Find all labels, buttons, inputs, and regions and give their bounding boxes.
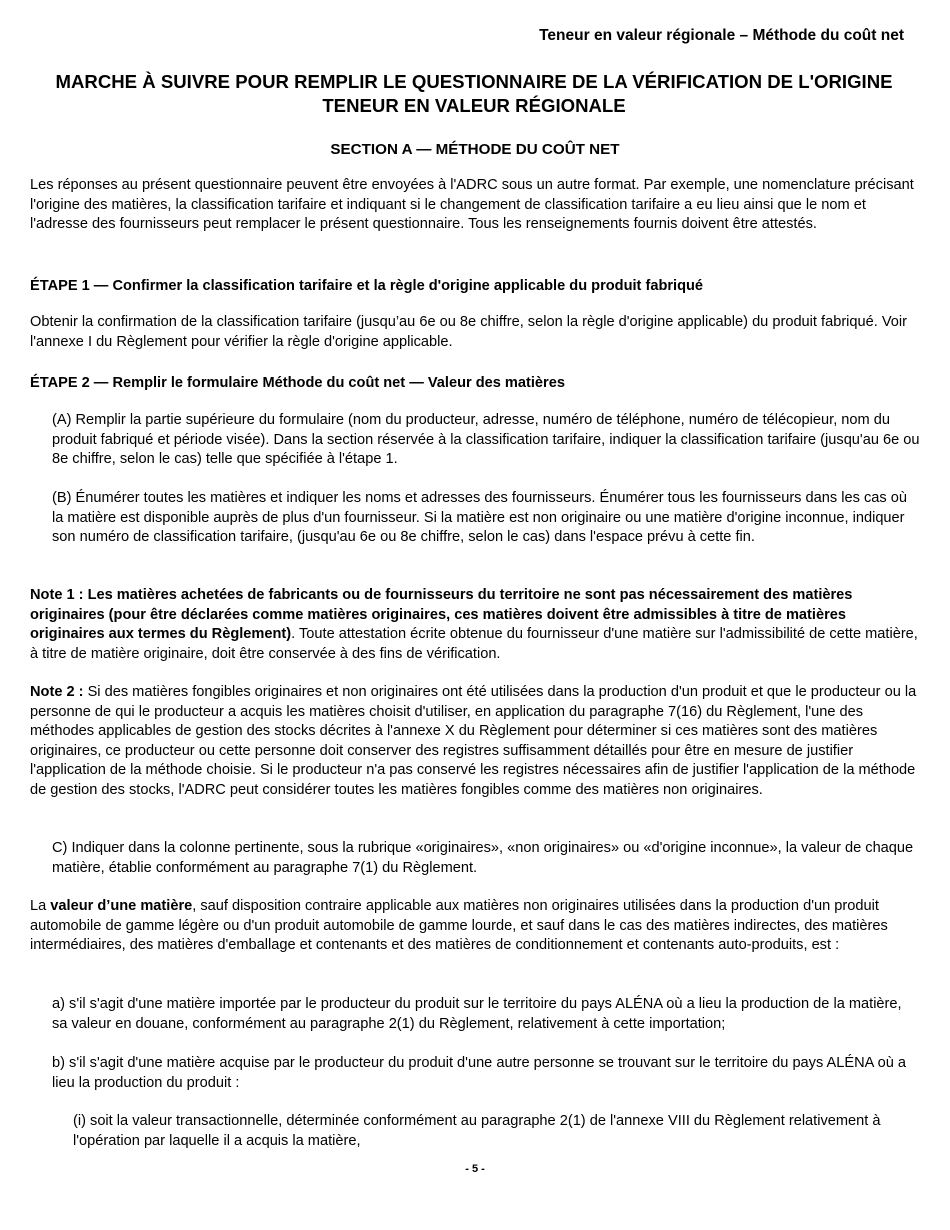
step1-text: Obtenir la confirmation de la classification tarifaire (jusqu’au 6e ou 8e chiffre, selon la règle d'origine applicable) du produit fabriqué. Voir l'annexe I du Règlement pour vérifier la règle d'origine applicable.	[30, 314, 908, 350]
page-number: - 5 -	[465, 1163, 485, 1175]
list-item-a: a) s'il s'agit d'une matière importée par le producteur du produit sur le territoire du pays ALÉNA où a lieu la production de la matière, sa valeur en douane, conformément au paragraphe 2(1) du Règlement, relativement à cette importation;	[52, 996, 902, 1032]
title-line-1: MARCHE À SUIVRE POUR REMPLIR LE QUESTIONNAIRE DE LA VÉRIFICATION DE L'ORIGINE	[55, 71, 893, 92]
note-1-bold: Note 1 : Les matières achetées de fabricants ou de fournisseurs du territoire ne sont pas nécessairement des matières originaires (pour être déclarées comme matières originaires, ces matières doivent être admissibles à titre de matières originaires aux termes du Règlement)	[30, 587, 853, 643]
list-item-b-i: (i) soit la valeur transactionnelle, déterminée conformément au paragraphe 2(1) de l'annexe VIII du Règlement relativement à l'opération par laquelle il a acquis la matière,	[73, 1113, 881, 1149]
note-2-text: Si des matières fongibles originaires et non originaires ont été utilisées dans la production d'un produit et que le producteur ou la personne de qui le producteur a acquis les matières choisit d'utiliser, en application du paragraphe 7(16) du Règlement, l'une des méthodes applicables de gestion des stocks décrites à l'annexe X du Règlement pour déterminer si ces matières sont des matières originaires, ce producteur ou cette personne doit conserver des registres suffisamment détaillés pour être en mesure de justifier l'application de la méthode choisie. Si le producteur n'a pas conservé les registres nécessaires afin de justifier l'application de la méthode de gestion des stocks, l'ADRC peut considérer toutes les matières fongibles comme des matières non originaires.	[30, 684, 917, 798]
step2-item-a: (A) Remplir la partie supérieure du formulaire (nom du producteur, adresse, numéro de téléphone, numéro de télécopieur, nom du produit fabriqué et période visée). Dans la section réservée à la classification tarifaire, indiquer la classification tarifaire (jusqu'au 6e ou 8e chiffre, selon le cas) telle que spécifiée à l'étape 1.	[52, 412, 920, 468]
note-1	[30, 586, 918, 664]
list-item-b: b) s'il s'agit d'une matière acquise par le producteur du produit d'une autre personne se trouvant sur le territoire du pays ALÉNA où a lieu la production du produit :	[52, 1055, 907, 1091]
section-title: SECTION A — MÉTHODE DU COÛT NET	[330, 141, 620, 158]
value-definition-term: valeur d’une matière	[50, 898, 193, 914]
intro-paragraph: Les réponses au présent questionnaire peuvent être envoyées à l'ADRC sous un autre format. Par exemple, une nomenclature précisant l'origine des matières, la classification tarifaire et indiquant si le changement de classification tarifaire a eu lieu ainsi que le nom et l'adresse des fournisseurs peut remplacer le présent questionnaire. Tous les renseignements fournis doivent être attestés.	[30, 177, 914, 233]
title-line-2: TENEUR EN VALEUR RÉGIONALE	[322, 95, 626, 116]
note-2-label: Note 2 :	[30, 684, 84, 700]
note-1-text: . Toute attestation écrite obtenue du fournisseur d'une matière sur l'admissibilité de cette matière, à titre de matière originaire, doit être conservée à des fins de vérification.	[30, 626, 918, 662]
step2-item-b: (B) Énumérer toutes les matières et indiquer les noms et adresses des fournisseurs. Énumérer tous les fournisseurs dans les cas où la matière est disponible auprès de plus d'un fournisseur. Si la matière est non originaire ou une matière d'origine inconnue, indiquer son numéro de classification tarifaire, (jusqu'au 6e ou 8e chiffre, selon le cas) dans l'espace prévu à cette fin.	[52, 490, 907, 546]
step1-heading: ÉTAPE 1 — Confirmer la classification tarifaire et la règle d'origine applicable du produit fabriqué	[30, 278, 704, 294]
page-title	[0, 70, 948, 118]
value-definition-prefix: La	[30, 898, 51, 914]
step2-heading: ÉTAPE 2 — Remplir le formulaire Méthode du coût net — Valeur des matières	[30, 375, 565, 391]
note-2	[30, 683, 918, 801]
running-head: Teneur en valeur régionale – Méthode du coût net	[539, 27, 904, 44]
value-definition-text: , sauf disposition contraire applicable aux matières non originaires utilisées dans la production d'un produit automobile de gamme légère ou d'un produit automobile de gamme lourde, et sauf dans le cas des matières indirectes, des matières intermédiaires, des matières d'emballage et contenants et des matières de conditionnement et contenants auto-produits, est :	[30, 898, 888, 954]
value-definition	[30, 897, 918, 956]
step2-item-c: C) Indiquer dans la colonne pertinente, sous la rubrique «originaires», «non originaires» ou «d'origine inconnue», la valeur de chaque matière, établie conformément au paragraphe 7(1) du Règlement.	[52, 840, 914, 876]
